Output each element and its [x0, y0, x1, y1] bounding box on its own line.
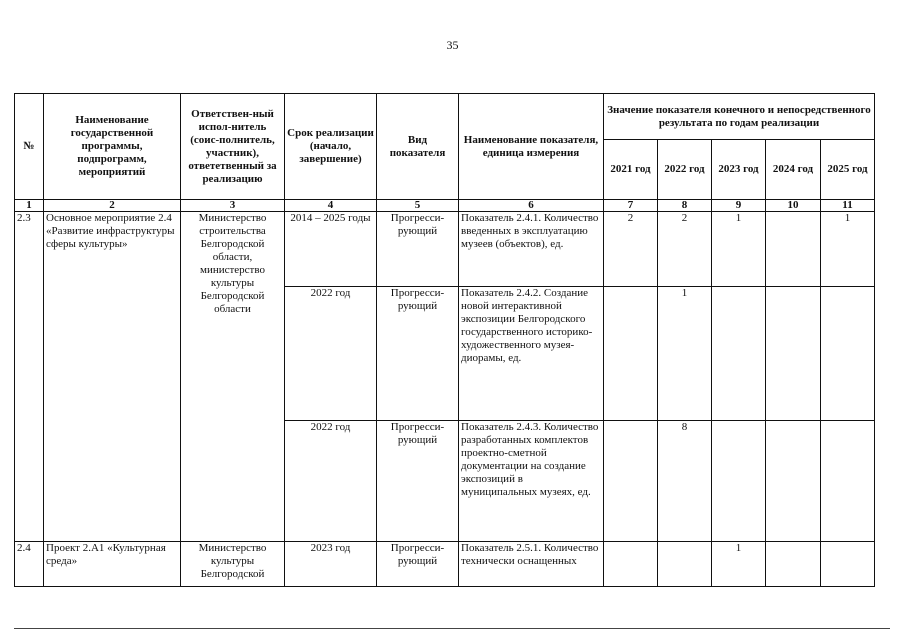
value-2025: [821, 287, 875, 421]
indicator-type: Прогресси-рующий: [377, 542, 459, 587]
value-2023: 1: [712, 542, 766, 587]
header-year-2023: 2023 год: [712, 140, 766, 200]
value-2024: [766, 421, 821, 542]
responsible-executor: Министерство строительства Белгородской области, министерство культуры Белгородской области: [181, 212, 285, 542]
table-row: [15, 542, 875, 587]
indicator-name: Показатель 2.4.2. Создание новой интерактивной экспозиции Белгородского государственного историко-художественного музея-диорамы, ед.: [459, 287, 604, 421]
column-number: 4: [285, 200, 377, 212]
header-values-group: Значение показателя конечного и непосредственного результата по годам реализации: [604, 94, 875, 140]
value-2023: 1: [712, 212, 766, 287]
value-2025: [821, 421, 875, 542]
implementation-period: 2022 год: [285, 287, 377, 421]
value-2025: [821, 542, 875, 587]
indicator-name: Показатель 2.4.3. Количество разработанных комплектов проектно-сметной документации на создание экспозиций в муниципальных музеях, ед.: [459, 421, 604, 542]
column-number: 1: [15, 200, 44, 212]
header-year-2025: 2025 год: [821, 140, 875, 200]
column-number: 3: [181, 200, 285, 212]
header-type: Вид показателя: [377, 94, 459, 200]
implementation-period: 2023 год: [285, 542, 377, 587]
value-2023: [712, 421, 766, 542]
header-name: Наименование государственной программы, подпрограмм, мероприятий: [44, 94, 181, 200]
value-2024: [766, 287, 821, 421]
indicator-type: Прогресси-рующий: [377, 287, 459, 421]
activity-name: Основное мероприятие 2.4 «Развитие инфраструктуры сферы культуры»: [44, 212, 181, 542]
column-number: 10: [766, 200, 821, 212]
header-year-2021: 2021 год: [604, 140, 658, 200]
header-year-2024: 2024 год: [766, 140, 821, 200]
value-2021: 2: [604, 212, 658, 287]
value-2025: 1: [821, 212, 875, 287]
value-2022: 8: [658, 421, 712, 542]
column-number: 5: [377, 200, 459, 212]
implementation-period: 2022 год: [285, 421, 377, 542]
responsible-executor: Министерство культуры Белгородской: [181, 542, 285, 587]
indicator-type: Прогресси-рующий: [377, 212, 459, 287]
header-responsible: Ответствен-ный испол-нитель (соис-полнитель, участник), ответетвенный за реализацию: [181, 94, 285, 200]
header-indicator: Наименование показателя, единица измерения: [459, 94, 604, 200]
value-2022: 1: [658, 287, 712, 421]
indicators-table: [14, 93, 875, 587]
row-number: 2.3: [15, 212, 44, 542]
value-2021: [604, 287, 658, 421]
column-number: 7: [604, 200, 658, 212]
implementation-period: 2014 – 2025 годы: [285, 212, 377, 287]
column-number: 6: [459, 200, 604, 212]
value-2024: [766, 542, 821, 587]
activity-name: Проект 2.А1 «Культурная среда»: [44, 542, 181, 587]
column-number: 8: [658, 200, 712, 212]
header-year-2022: 2022 год: [658, 140, 712, 200]
value-2021: [604, 421, 658, 542]
value-2024: [766, 212, 821, 287]
value-2023: [712, 287, 766, 421]
header-no: №: [15, 94, 44, 200]
value-2021: [604, 542, 658, 587]
column-number: 9: [712, 200, 766, 212]
page-number: 35: [446, 38, 459, 52]
row-number: 2.4: [15, 542, 44, 587]
indicator-name: Показатель 2.4.1. Количество введенных в эксплуатацию музеев (объектов), ед.: [459, 212, 604, 287]
table-row: [15, 212, 875, 287]
header-period: Срок реализации (начало, завершение): [285, 94, 377, 200]
value-2022: [658, 542, 712, 587]
indicator-name: Показатель 2.5.1. Количество технически оснащенных: [459, 542, 604, 587]
column-number: 11: [821, 200, 875, 212]
page-bottom-rule: [14, 628, 890, 629]
indicator-type: Прогресси-рующий: [377, 421, 459, 542]
column-number: 2: [44, 200, 181, 212]
value-2022: 2: [658, 212, 712, 287]
